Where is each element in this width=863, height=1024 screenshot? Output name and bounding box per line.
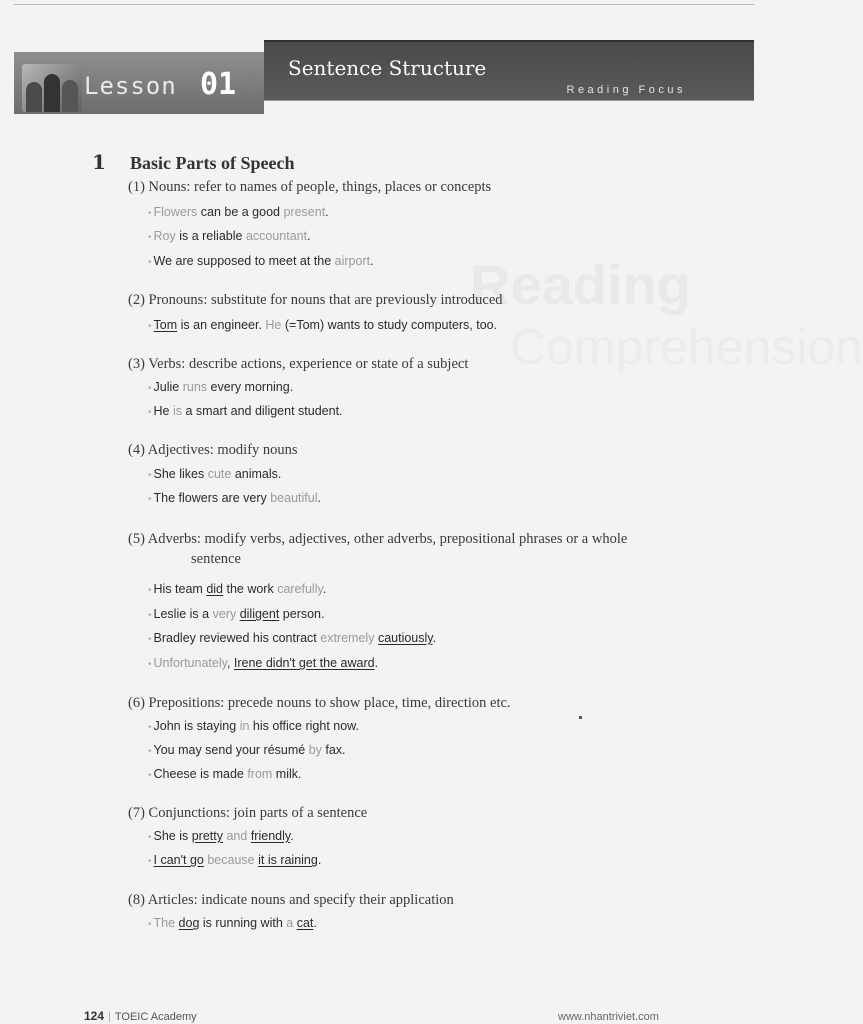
top-rule <box>14 4 754 5</box>
example-sentence: • Leslie is a very diligent person. <box>148 607 325 621</box>
section-number: 1 <box>92 150 106 174</box>
header-underline <box>264 100 754 101</box>
pronouns-heading: (2) Pronouns: substitute for nouns that are previously introduced <box>128 292 503 308</box>
example-sentence: • The flowers are very beautiful. <box>148 491 321 505</box>
lesson-label: Lesson <box>84 72 177 100</box>
example-sentence: • Julie runs every morning. <box>148 380 294 394</box>
footer-left: 124 | TOEIC Academy <box>84 1009 197 1023</box>
book-title: TOEIC Academy <box>114 1011 197 1023</box>
example-sentence: • We are supposed to meet at the airport. <box>148 254 374 268</box>
example-sentence: • Flowers can be a good present. <box>148 205 329 219</box>
prepositions-heading: (6) Prepositions: precede nouns to show place, time, direction etc. <box>128 695 511 711</box>
example-sentence: • Cheese is made from milk. <box>148 767 302 781</box>
example-sentence: • Bradley reviewed his contract extremely cautiously. <box>148 631 437 645</box>
title-bar <box>264 42 754 100</box>
adverbs-heading: (5) Adverbs: modify verbs, adjectives, other adverbs, prepositional phrases or a whole <box>128 531 628 547</box>
articles-heading: (8) Articles: indicate nouns and specify their application <box>128 892 454 908</box>
stray-mark <box>579 716 582 719</box>
example-sentence: • She is pretty and friendly. <box>148 829 294 843</box>
adjectives-heading: (4) Adjectives: modify nouns <box>128 442 298 458</box>
example-sentence: • Roy is a reliable accountant. <box>148 229 311 243</box>
adverbs-heading-continued: sentence <box>191 551 241 567</box>
example-sentence: • Unfortunately, Irene didn't get the award. <box>148 656 379 670</box>
lesson-number: 01 <box>200 67 237 102</box>
example-sentence: • Tom is an engineer. He (=Tom) wants to study computers, too. <box>148 318 498 332</box>
nouns-heading: (1) Nouns: refer to names of people, things, places or concepts <box>128 179 492 195</box>
example-sentence: • I can't go because it is raining. <box>148 853 322 867</box>
section-title: Basic Parts of Speech <box>130 153 295 173</box>
lesson-banner <box>14 52 264 114</box>
page-number: 124 <box>84 1009 105 1023</box>
example-sentence: • You may send your résumé by fax. <box>148 743 346 757</box>
watermark-reading: Reading <box>470 253 691 316</box>
example-sentence: • John is staying in his office right now. <box>148 719 359 733</box>
footer-website: www.nhantriviet.com <box>558 1011 659 1023</box>
example-sentence: • She likes cute animals. <box>148 467 282 481</box>
conjunctions-heading: (7) Conjunctions: join parts of a sentence <box>128 805 368 821</box>
example-sentence: • The dog is running with a cat. <box>148 916 317 930</box>
students-photo <box>22 64 82 112</box>
verbs-heading: (3) Verbs: describe actions, experience or state of a subject <box>128 356 469 372</box>
example-sentence: • He is a smart and diligent student. <box>148 404 343 418</box>
page-title: Sentence Structure <box>288 56 487 80</box>
focus-label: Reading Focus <box>566 84 686 96</box>
watermark-comprehension: Comprehension <box>510 319 863 375</box>
example-sentence: • His team did the work carefully. <box>148 582 327 596</box>
